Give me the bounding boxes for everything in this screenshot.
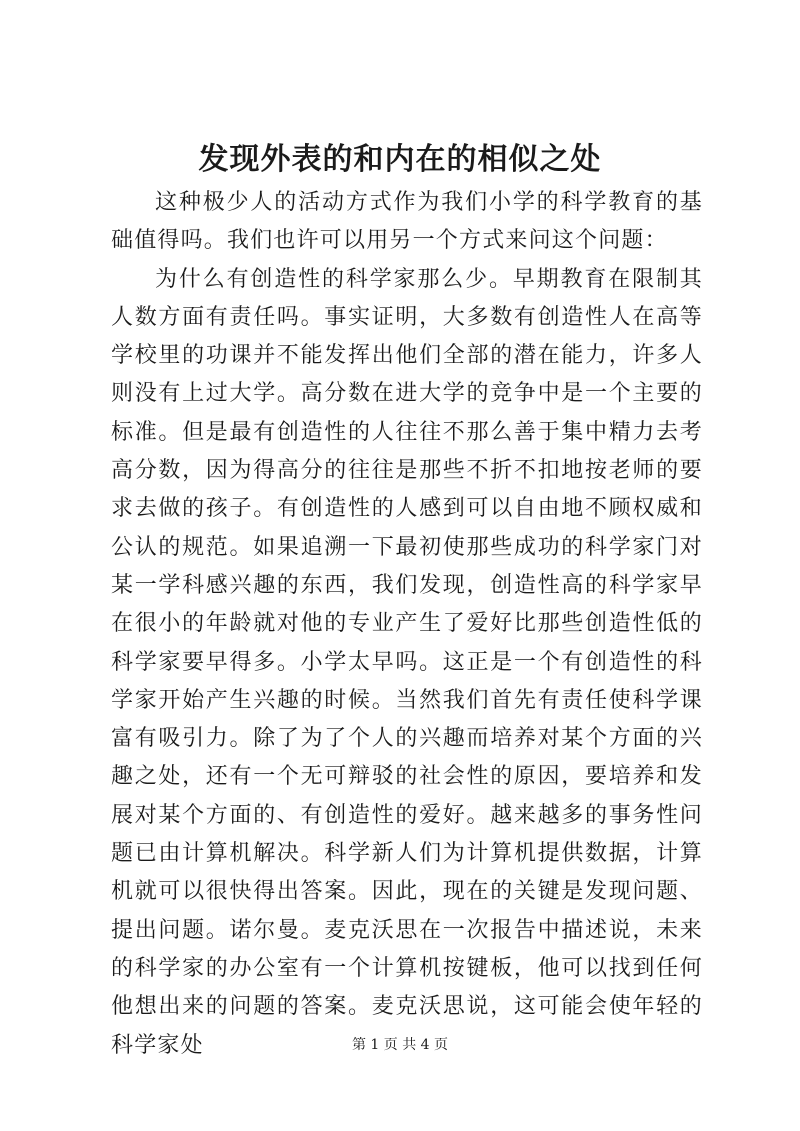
document-title: 发现外表的和内在的相似之处 [198, 142, 602, 177]
document-body [111, 184, 703, 1065]
paragraph-1: 这种极少人的活动方式作为我们小学的科学教育的基础值得吗。我们也许可以用另一个方式来问这个问题： [111, 190, 703, 254]
paragraph-2: 为什么有创造性的科学家那么少。早期教育在限制其人数方面有责任吗。事实证明，大多数有创造性人在高等学校里的功课并不能发挥出他们全部的潜在能力，许多人则没有上过大学。高分数在进大学的竞争中是一个主要的标准。但是最有创造性的人往往不那么善于集中精力去考高分数，因为得高分的往往是那些不折不扣地按老师的要求去做的孩子。有创造性的人感到可以自由地不顾权威和公认的规范。如果追溯一下最初使那些成功的科学家门对某一学科感兴趣的东西，我们发现，创造性高的科学家早在很小的年龄就对他的专业产生了爱好比那些创造性低的科学家要早得多。小学太早吗。这正是一个有创造性的科学家开始产生兴趣的时候。当然我们首先有责任使科学课富有吸引力。除了为了个人的兴趣而培养对某个方面的兴趣之处，还有一个无可辩驳的社会性的原因，要培养和发展对某个方面的、有创造性的爱好。越来越多的事务性问题已由计算机解决。科学新人们为计算机提供数据，计算机就可以很快得出答案。因此，现在的关键是发现问题、提出问题。诺尔曼。麦克沃思在一次报告中描述说，未来的科学家的办公室有一个计算机按键板，他可以找到任何他想出来的问题的答案。麦克沃思说，这可能会使年轻的科学家处 [111, 266, 703, 1058]
page-number-footer: 第 1 页 共 4 页 [351, 1037, 449, 1053]
